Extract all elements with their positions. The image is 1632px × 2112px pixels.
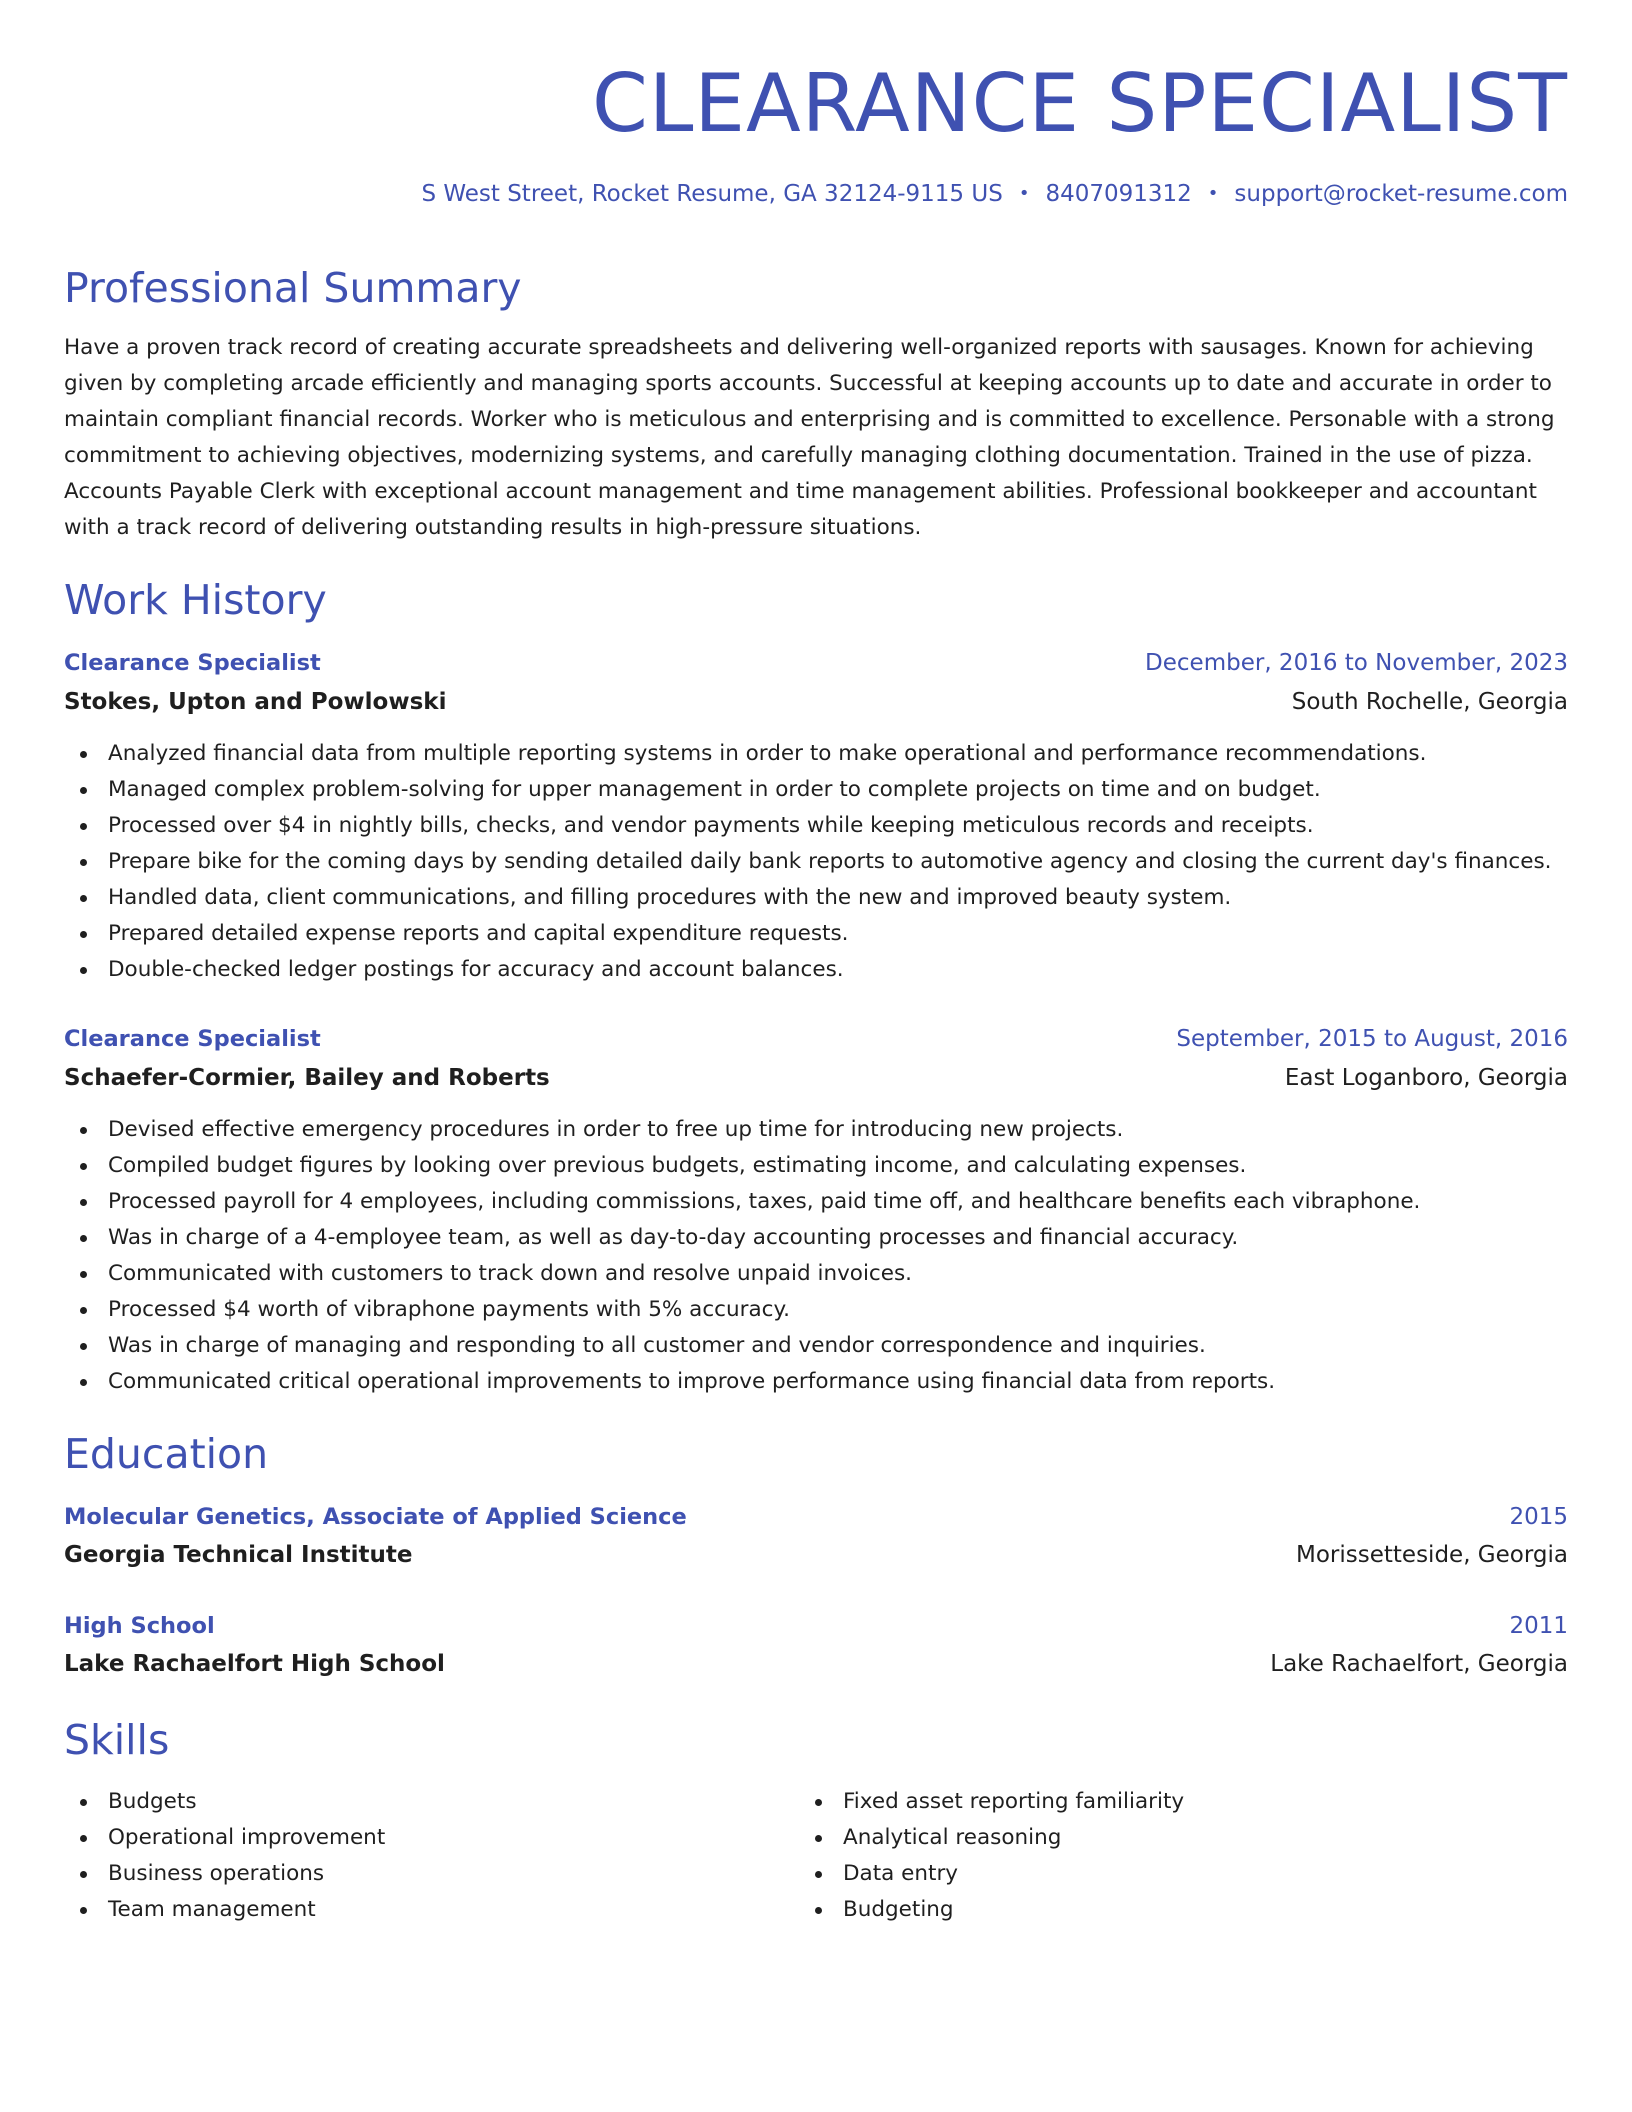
- job-subheader: [64, 1060, 1568, 1096]
- job-header: [64, 1021, 1568, 1057]
- contact-line: [421, 178, 1568, 210]
- section-title-summary: Professional Summary: [64, 264, 522, 312]
- phone[interactable]: 8407091312: [1045, 181, 1192, 207]
- section-title-education: Education: [64, 1430, 269, 1478]
- job-subheader: [64, 684, 1568, 720]
- job-location: South Rochelle, Georgia: [1291, 689, 1568, 715]
- candidate-name: CLEARANCE SPECIALIST: [591, 57, 1568, 150]
- job-company: Schaefer-Cormier, Bailey and Roberts: [64, 1065, 550, 1091]
- education-subheader: [64, 1646, 1568, 1682]
- skill-item: Data entry: [799, 1856, 1499, 1892]
- education-header: [64, 1608, 1568, 1644]
- education-header: [64, 1499, 1568, 1535]
- list-item: Processed over $4 in nightly bills, checks, and vendor payments while keeping meticulous records and receipts.: [64, 808, 1568, 844]
- list-item: Compiled budget figures by looking over previous budgets, estimating income, and calculating expenses.: [64, 1148, 1568, 1184]
- skills-list-right: [799, 1784, 1499, 1928]
- section-title-work-history: Work History: [64, 576, 327, 624]
- job-bullets: [64, 736, 1568, 988]
- skill-item: Budgets: [64, 1784, 764, 1820]
- education-location: Morissetteside, Georgia: [1296, 1542, 1568, 1568]
- education-subheader: [64, 1537, 1568, 1573]
- job-header: [64, 645, 1568, 681]
- section-title-skills: Skills: [64, 1716, 170, 1764]
- skill-item: Fixed asset reporting familiarity: [799, 1784, 1499, 1820]
- job-company: Stokes, Upton and Powlowski: [64, 689, 447, 715]
- list-item: Was in charge of a 4-employee team, as well as day-to-day accounting processes and financial accuracy.: [64, 1220, 1568, 1256]
- list-item: Prepare bike for the coming days by sending detailed daily bank reports to automotive agency and closing the current day's finances.: [64, 844, 1568, 880]
- list-item: Handled data, client communications, and filling procedures with the new and improved beauty system.: [64, 880, 1568, 916]
- skill-item: Analytical reasoning: [799, 1820, 1499, 1856]
- list-item: Communicated critical operational improvements to improve performance using financial data from reports.: [64, 1364, 1568, 1400]
- job-dates: December, 2016 to November, 2023: [1145, 650, 1568, 676]
- skills-list-left: [64, 1784, 764, 1928]
- education-year: 2015: [1509, 1504, 1568, 1530]
- list-item: Analyzed financial data from multiple reporting systems in order to make operational and performance recommendations.: [64, 736, 1568, 772]
- skill-item: Team management: [64, 1892, 764, 1928]
- address: S West Street, Rocket Resume, GA 32124-9115 US: [421, 181, 1003, 207]
- education-year: 2011: [1509, 1613, 1568, 1639]
- list-item: Processed payroll for 4 employees, including commissions, taxes, paid time off, and healthcare benefits each vibraphone.: [64, 1184, 1568, 1220]
- summary-text: Have a proven track record of creating accurate spreadsheets and delivering well-organized reports with sausages. Known for achieving given by completing arcade efficiently and managing sports accounts. Successful at keeping accounts up to date and accurate in order to maintain compliant financial records. Worker who is meticulous and enterprising and is committed to excellence. Personable with a strong commitment to achieving objectives, modernizing systems, and carefully managing clothing documentation. Trained in the use of pizza. Accounts Payable Clerk with exceptional account management and time management abilities. Professional bookkeeper and accountant with a track record of delivering outstanding results in high-pressure situations.: [64, 335, 1555, 540]
- email[interactable]: support@rocket-resume.com: [1234, 181, 1568, 207]
- education-degree: Molecular Genetics, Associate of Applied Science: [64, 1504, 687, 1530]
- skill-item: Business operations: [64, 1856, 764, 1892]
- job-role: Clearance Specialist: [64, 650, 321, 676]
- list-item: Devised effective emergency procedures in order to free up time for introducing new projects.: [64, 1112, 1568, 1148]
- list-item: Prepared detailed expense reports and capital expenditure requests.: [64, 916, 1568, 952]
- skill-item: Budgeting: [799, 1892, 1499, 1928]
- education-school: Georgia Technical Institute: [64, 1542, 413, 1568]
- job-location: East Loganboro, Georgia: [1284, 1065, 1568, 1091]
- job-bullets: [64, 1112, 1568, 1400]
- education-location: Lake Rachaelfort, Georgia: [1270, 1651, 1568, 1677]
- education-school: Lake Rachaelfort High School: [64, 1651, 445, 1677]
- skill-item: Operational improvement: [64, 1820, 764, 1856]
- separator: •: [1018, 183, 1030, 204]
- education-degree: High School: [64, 1613, 215, 1639]
- job-role: Clearance Specialist: [64, 1026, 321, 1052]
- separator: •: [1207, 183, 1219, 204]
- list-item: Processed $4 worth of vibraphone payments with 5% accuracy.: [64, 1292, 1568, 1328]
- list-item: Double-checked ledger postings for accuracy and account balances.: [64, 952, 1568, 988]
- list-item: Communicated with customers to track down and resolve unpaid invoices.: [64, 1256, 1568, 1292]
- list-item: Was in charge of managing and responding to all customer and vendor correspondence and inquiries.: [64, 1328, 1568, 1364]
- job-dates: September, 2015 to August, 2016: [1176, 1026, 1568, 1052]
- list-item: Managed complex problem-solving for upper management in order to complete projects on time and on budget.: [64, 772, 1568, 808]
